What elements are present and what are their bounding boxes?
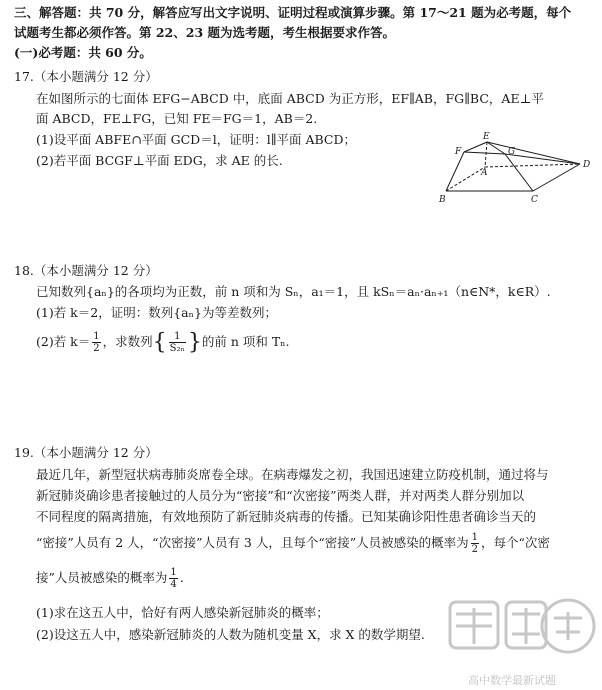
right-brace: } xyxy=(187,329,202,355)
q18-part2-tail: 的前 n 项和 Tₙ. xyxy=(201,334,290,349)
q18-part2-mid: ，求数列 xyxy=(102,334,153,349)
fraction-numerator: 1 xyxy=(170,567,177,578)
q18-part1: (1)若 k＝2，证明：数列{aₙ}为等差数列； xyxy=(36,305,277,320)
q18-part2-lead: (2)若 k＝ xyxy=(36,334,91,349)
edge-cd xyxy=(533,164,580,191)
fraction-numerator: 1 xyxy=(471,532,479,543)
fraction-denominator: 4 xyxy=(170,579,177,590)
q19-part1: (1)求在这五人中，恰好有两人感染新冠肺炎的概率； xyxy=(36,605,329,620)
polyhedron-figure xyxy=(432,128,597,208)
q17-part2: (2)若平面 BCGF⊥平面 EDG，求 AE 的长. xyxy=(36,153,283,168)
watermark-caption: 高中数学最新试题 xyxy=(468,674,556,687)
label-f: F xyxy=(455,147,462,157)
edge-ad xyxy=(485,164,580,167)
q19-line5-lead: 接”人员被感染的概率为 xyxy=(36,570,168,585)
watermark-logo xyxy=(420,588,600,688)
section-heading: 三、解答题：共 70 分，解答应写出文字说明、证明过程或演算步骤。第 17～21 题为必考题，每个 xyxy=(14,5,572,20)
label-e: E xyxy=(483,132,490,142)
q17-text-line1: 在如图所示的七面体 EFG−ABCD 中，底面 ABCD 为正方形，EF∥AB，FG∥BC，AE⊥平 xyxy=(36,91,544,106)
q19-line4-lead: “密接”人员有 2 人，“次密接”人员有 3 人，且每个“密接”人员被感染的概率为 xyxy=(36,535,469,550)
q17-text-line2: 面 ABCD，FE⊥FG，已知 FE＝FG＝1，AB＝2. xyxy=(36,111,318,126)
q19-line4-tail: ，每个“次密 xyxy=(481,535,550,550)
label-b: B xyxy=(439,195,446,205)
q19-text-line2: 新冠肺炎确诊患者接触过的人员分为“密接”和“次密接”两类人群，并对两类人群分别加以 xyxy=(36,488,525,503)
section-subheading: (一)必考题：共 60 分。 xyxy=(14,45,152,60)
fraction-denominator: 2 xyxy=(471,544,479,555)
section-heading-cont: 试题考生都必须作答。第 22、23 题为选考题，考生根据要求作答。 xyxy=(14,25,395,40)
label-g: G xyxy=(508,147,516,157)
q17-part1: (1)设平面 ABFE∩平面 GCD＝l，证明：l∥平面 ABCD； xyxy=(36,132,356,147)
fraction-numerator: 1 xyxy=(93,331,100,342)
fraction-half xyxy=(471,532,479,555)
label-c: C xyxy=(531,195,538,205)
q19-text-line4 xyxy=(36,531,594,555)
q18-part2 xyxy=(36,330,594,354)
label-a: A xyxy=(481,168,488,178)
label-d: D xyxy=(583,160,591,170)
q19-text-line3: 不同程度的隔离措施，有效地预防了新冠肺炎病毒的传播。已知某确诊阳性患者确诊当天的 xyxy=(36,509,537,524)
fraction-half xyxy=(92,331,100,354)
fraction-denominator: 2 xyxy=(93,343,100,354)
edge-gc xyxy=(505,154,533,191)
q19-part2: (2)设这五人中，感染新冠肺炎的人数为随机变量 X，求 X 的数学期望. xyxy=(36,627,425,642)
fraction-denominator: S₂ₙ xyxy=(169,343,185,354)
fraction-quarter xyxy=(169,567,177,590)
q18-title: 18.（本小题满分 12 分） xyxy=(14,263,158,278)
edge-fg xyxy=(464,152,505,154)
fraction-numerator: 1 xyxy=(169,331,186,343)
edge-fe xyxy=(464,142,487,152)
left-brace: { xyxy=(152,329,167,355)
q19-text-line1: 最近几年，新型冠状病毒肺炎席卷全球。在病毒爆发之初，我国迅速建立防疫机制，通过将与 xyxy=(36,467,549,482)
q19-line5-tail: . xyxy=(179,570,184,585)
edge-ed xyxy=(487,142,580,164)
q19-title: 19.（本小题满分 12 分） xyxy=(14,445,158,460)
q19-text-line5 xyxy=(36,566,594,590)
q17-title: 17.（本小题满分 12 分） xyxy=(14,69,158,84)
watermark-glyph-strokes xyxy=(554,612,582,640)
q18-text-line1: 已知数列{aₙ}的各项均为正数，前 n 项和为 Sₙ，a₁＝1，且 kSₙ＝aₙ·aₙ₊₁（n∈N*，k∈R）. xyxy=(36,284,551,299)
edge-ea xyxy=(485,142,487,167)
fraction-one-over-s2n xyxy=(169,331,186,354)
